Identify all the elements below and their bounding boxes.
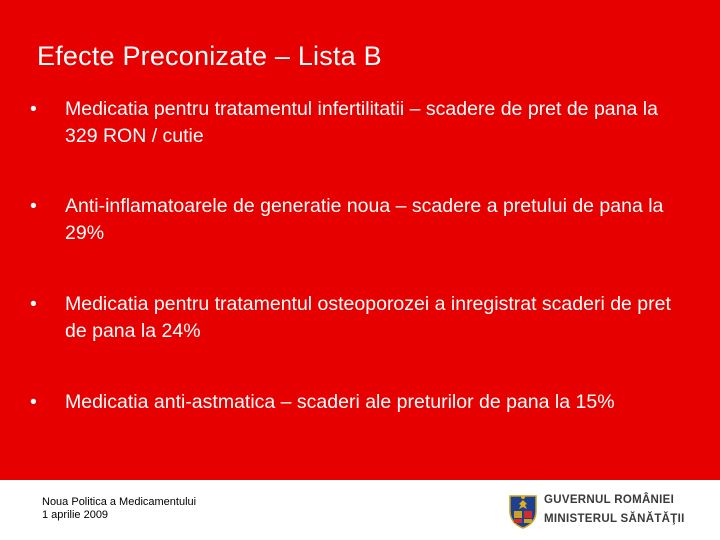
slide-title: Efecte Preconizate – Lista B <box>37 41 382 71</box>
romanian-coat-of-arms-icon <box>508 493 538 529</box>
footer-ministry-label: MINISTERUL SĂNĂTĂŢII <box>544 513 685 525</box>
footer-presentation-info <box>42 496 196 522</box>
bullet-item <box>30 389 680 416</box>
footer-presentation-title: Noua Politica a Medicamentului <box>42 496 197 508</box>
bullet-text: Medicatia anti-astmatica – scaderi ale preturilor de pana la 15% <box>65 391 615 413</box>
bullet-marker: • <box>30 391 37 413</box>
bullet-text: Medicatia pentru tratamentul infertilitatii – scadere de pret de pana la 329 RON / cutie <box>65 98 658 147</box>
footer-institution <box>544 491 685 529</box>
bullet-marker: • <box>30 293 37 315</box>
bullet-text: Anti-inflamatoarele de generatie noua – scadere a pretului de pana la 29% <box>65 195 664 244</box>
bullet-item <box>30 96 680 150</box>
bullet-item <box>30 291 680 345</box>
bullet-marker: • <box>30 98 37 120</box>
bullet-item <box>30 193 680 247</box>
bullet-text: Medicatia pentru tratamentul osteoporozei a inregistrat scaderi de pret de pana la 24% <box>65 293 671 342</box>
footer-government-label: GUVERNUL ROMÂNIEI <box>544 494 675 506</box>
footer-date: 1 aprilie 2009 <box>42 509 109 521</box>
bullet-marker: • <box>30 195 37 217</box>
